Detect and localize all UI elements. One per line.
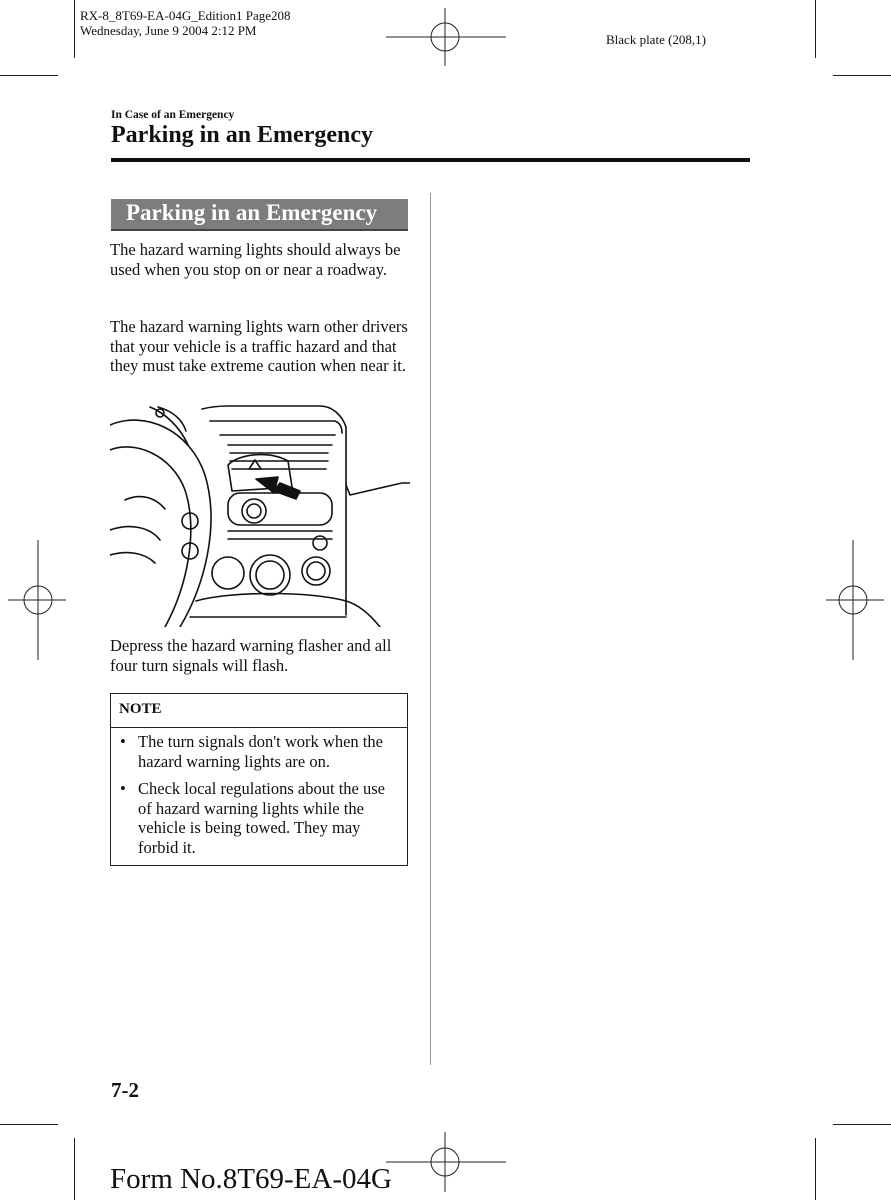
crop-mark [815,0,816,58]
section-label: In Case of an Emergency [111,109,235,121]
registration-mark-bottom [386,1132,506,1192]
note-header [111,694,407,728]
crop-mark [815,1138,816,1200]
column-divider [430,193,431,1065]
bullet-icon: • [120,732,126,751]
paragraph-hazard-flasher: Depress the hazard warning flasher and all four turn signals will flash. [110,636,392,675]
crop-mark [0,1124,58,1125]
crop-mark [74,0,75,58]
paragraph-hazard-usage: The hazard warning lights should always be used when you stop on or near a roadway. [110,240,401,279]
note-item [111,779,407,857]
note-list [111,732,407,865]
crop-mark [74,1138,75,1200]
print-job-date: Wednesday, June 9 2004 2:12 PM [80,23,257,38]
crop-mark [0,75,58,76]
plate-label: Black plate (208,1) [606,32,706,47]
topic-banner [111,199,408,231]
title-rule [111,158,750,162]
note-item-text: The turn signals don't work when the hazard warning lights are on. [138,732,383,771]
paragraph-hazard-warning: The hazard warning lights warn other drivers that your vehicle is a traffic hazard and that they must take extreme caution when near it. [110,317,408,375]
page-number: 7-2 [111,1078,139,1102]
registration-mark-right [826,540,884,660]
topic-banner-label: Parking in an Emergency [126,200,378,225]
registration-mark-left [8,540,66,660]
form-number: Form No.8T69-EA-04G [110,1163,392,1195]
registration-mark-top [386,8,506,66]
print-job-info [80,8,291,38]
note-item-text: Check local regulations about the use of hazard warning lights while the vehicle is being towed. They may forbid it. [138,779,385,857]
hazard-switch-illustration [110,405,410,627]
bullet-icon: • [120,779,126,798]
page-title: Parking in an Emergency [111,122,373,148]
note-box [110,693,408,866]
note-heading: NOTE [119,701,162,717]
crop-mark [833,75,891,76]
crop-mark [833,1124,891,1125]
print-job-file: RX-8_8T69-EA-04G_Edition1 Page208 [80,8,291,23]
note-item [111,732,407,771]
